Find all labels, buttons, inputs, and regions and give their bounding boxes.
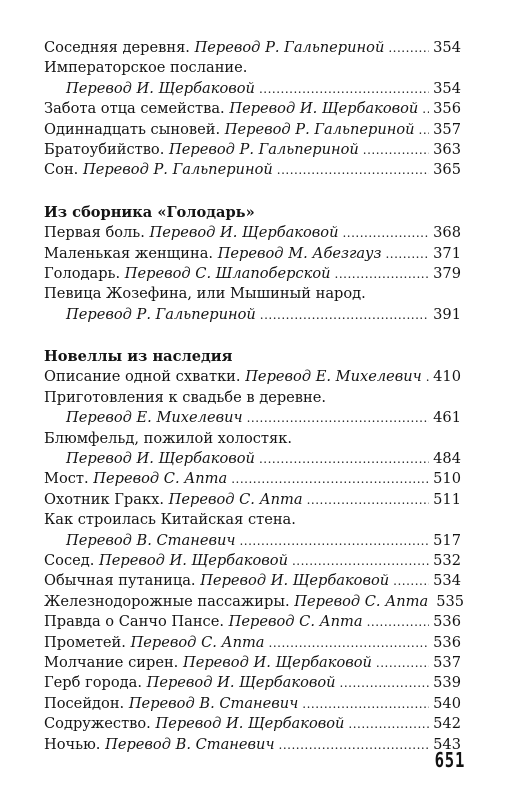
entry-translator: Перевод Р. Гальпериной [168, 140, 359, 158]
entry-line [44, 490, 461, 510]
dot-leader [385, 244, 429, 264]
page-number: 651 [434, 748, 465, 772]
entry-title: Приготовления к свадьбе в деревне. [44, 388, 327, 406]
entry-line [44, 244, 461, 264]
toc-entry[interactable] [44, 694, 461, 714]
entry-translator: Перевод С. Апта [228, 613, 363, 631]
toc-entry[interactable] [44, 367, 461, 387]
entry-second-line [44, 79, 461, 99]
entry-translator: Перевод Р. Гальпериной [194, 39, 385, 56]
entry-line [44, 551, 461, 571]
entry-title: Блюмфельд, пожилой холостяк. [44, 429, 292, 447]
entry-page-number: 537 [433, 653, 461, 671]
entry-second-line [44, 305, 461, 325]
dot-leader [363, 140, 429, 160]
dot-leader [393, 571, 429, 591]
entry-translator: Перевод С. Апта [130, 633, 265, 651]
section-heading: Из сборника «Голодарь» [44, 203, 255, 221]
entry-page-number: 535 [436, 592, 465, 610]
entry-title: Соседняя деревня. [44, 39, 190, 56]
dot-leader [259, 79, 429, 99]
entry-title: Сосед. [44, 551, 95, 569]
toc-entry[interactable] [44, 633, 461, 653]
dot-leader [279, 735, 430, 755]
entry-second-line [44, 449, 461, 469]
entry-title: Охотник Гракх. [44, 490, 164, 508]
entry-title: Мост. [44, 470, 89, 488]
dot-leader [342, 223, 429, 243]
entry-title: Братоубийство. [44, 140, 165, 158]
entry-line [44, 160, 461, 180]
entry-line [44, 140, 461, 160]
entry-translator: Перевод И. Щербаковой [99, 551, 288, 569]
entry-page-number: 461 [433, 409, 461, 427]
entry-translator: Перевод Е. Михелевич [245, 368, 422, 386]
toc-entry[interactable] [44, 673, 461, 693]
dot-leader [277, 160, 429, 180]
entry-title: Сон. [44, 161, 79, 179]
entry-title: Прометей. [44, 633, 126, 651]
entry-page-number: 542 [433, 715, 461, 733]
entry-translator: Перевод В. Станевич [66, 531, 236, 549]
toc-entry[interactable] [44, 490, 461, 510]
dot-leader [292, 551, 429, 571]
section-gap [44, 181, 461, 203]
toc-entry[interactable] [44, 653, 461, 673]
entry-translator: Перевод В. Станевич [105, 735, 275, 753]
toc-entry[interactable] [44, 284, 461, 325]
entry-translator: Перевод Р. Гальпериной [82, 161, 273, 179]
dot-leader [307, 490, 430, 510]
dot-leader [422, 99, 429, 119]
entry-title: Ночью. [44, 735, 101, 753]
entry-title: Обычная путаница. [44, 572, 196, 590]
toc-entry[interactable] [44, 388, 461, 429]
toc-entry[interactable] [44, 735, 461, 755]
entry-translator: Перевод И. Щербаковой [200, 572, 390, 590]
dot-leader [388, 38, 429, 58]
entry-line [44, 38, 461, 58]
toc-entry[interactable] [44, 244, 461, 264]
entry-title: Как строилась Китайская стена. [44, 511, 296, 529]
entry-page-number: 511 [433, 490, 461, 508]
entry-page-number: 371 [433, 244, 461, 262]
entry-translator: Перевод С. Апта [168, 490, 303, 508]
entry-translator: Перевод И. Щербаковой [182, 653, 372, 671]
toc-entry[interactable] [44, 714, 461, 734]
entry-page-number: 517 [433, 531, 461, 549]
entry-line [44, 571, 461, 591]
entry-page-number: 368 [433, 224, 461, 242]
entry-page-number: 539 [433, 674, 461, 692]
entry-translator: Перевод С. Апта [294, 592, 429, 610]
dot-leader [231, 469, 429, 489]
toc-entry[interactable] [44, 551, 461, 571]
entry-line [44, 223, 461, 243]
dot-leader [259, 449, 429, 469]
entry-line [44, 99, 461, 119]
entry-title: Одиннадцать сыновей. [44, 120, 221, 138]
entry-title: Описание одной схватки. [44, 368, 241, 386]
entry-line [44, 612, 461, 632]
entry-page-number: 534 [433, 572, 461, 590]
entry-first-line [44, 510, 461, 530]
entry-page-number: 540 [433, 694, 461, 712]
dot-leader [426, 367, 429, 387]
entry-page-number: 379 [433, 264, 461, 282]
entry-translator: Перевод С. Апта [93, 470, 228, 488]
toc-entry[interactable] [44, 612, 461, 632]
entry-first-line [44, 388, 461, 408]
entry-title: Забота отца семейства. [44, 100, 225, 118]
entry-line [44, 694, 461, 714]
entry-line [44, 653, 461, 673]
dot-leader [367, 612, 430, 632]
entry-page-number: 391 [433, 305, 461, 323]
toc-entry[interactable] [44, 120, 461, 140]
entry-translator: Перевод С. Шлапоберской [124, 264, 331, 282]
entry-page-number: 510 [433, 470, 461, 488]
entry-page-number: 410 [433, 368, 461, 386]
entry-line [44, 264, 461, 284]
entry-second-line [44, 531, 461, 551]
entry-translator: Перевод Е. Михелевич [66, 409, 243, 427]
entry-line [44, 367, 461, 387]
toc-entry[interactable] [44, 160, 461, 180]
entry-title: Содружество. [44, 715, 151, 733]
dot-leader [348, 714, 429, 734]
section-gap [44, 325, 461, 347]
toc-entry[interactable] [44, 223, 461, 243]
entry-line [44, 714, 461, 734]
dot-leader [335, 264, 430, 284]
dot-leader [376, 653, 429, 673]
entry-line [44, 120, 461, 140]
entry-translator: Перевод И. Щербаковой [229, 100, 419, 118]
section-heading: Новеллы из наследия [44, 348, 233, 366]
dot-leader [247, 408, 430, 428]
entry-page-number: 357 [433, 120, 461, 138]
toc-entry[interactable] [44, 140, 461, 160]
entry-translator: Перевод М. Абезгауз [217, 244, 382, 262]
entry-translator: Перевод Р. Гальпериной [66, 305, 256, 323]
dot-leader [260, 305, 429, 325]
entry-page-number: 536 [433, 613, 461, 631]
entry-title: Правда о Санчо Пансе. [44, 613, 225, 631]
entry-title: Молчание сирен. [44, 653, 179, 671]
entry-page-number: 484 [433, 450, 461, 468]
dot-leader [239, 531, 429, 551]
entry-title: Голодарь. [44, 264, 121, 282]
entry-second-line [44, 408, 461, 428]
entry-page-number: 536 [433, 633, 461, 651]
entry-title: Певица Жозефина, или Мышиный народ. [44, 285, 366, 303]
toc-entry[interactable] [44, 571, 461, 591]
entry-line [44, 469, 461, 489]
entry-page-number: 543 [433, 735, 461, 753]
entry-line [44, 673, 461, 693]
entry-title: Маленькая женщина. [44, 244, 214, 262]
entry-translator: Перевод И. Щербаковой [155, 715, 345, 733]
entry-page-number: 356 [433, 100, 461, 118]
entry-title: Императорское послание. [44, 59, 248, 77]
toc-entry[interactable] [44, 38, 461, 58]
table-of-contents [44, 38, 465, 755]
toc-entry[interactable] [44, 510, 461, 551]
entry-translator: Перевод И. Щербаковой [66, 79, 255, 97]
toc-entry[interactable] [44, 469, 461, 489]
entry-page-number: 365 [433, 161, 461, 179]
toc-entry[interactable] [44, 99, 461, 119]
entry-title: Посейдон. [44, 694, 125, 712]
entry-title: Железнодорожные пассажиры. [44, 592, 290, 610]
dot-leader [269, 633, 430, 653]
entry-page-number: 363 [433, 140, 461, 158]
entry-first-line [44, 58, 461, 78]
entry-line [44, 592, 465, 612]
dot-leader [302, 694, 429, 714]
entry-title: Герб города. [44, 674, 142, 692]
entry-translator: Перевод В. Станевич [128, 694, 299, 712]
dot-leader [340, 673, 430, 693]
entry-translator: Перевод И. Щербаковой [149, 224, 339, 242]
entry-translator: Перевод И. Щербаковой [146, 674, 336, 692]
toc-entry[interactable] [44, 592, 465, 612]
entry-first-line [44, 284, 461, 304]
entry-first-line [44, 429, 461, 449]
toc-entry[interactable] [44, 429, 461, 470]
entry-line [44, 735, 461, 755]
entry-translator: Перевод И. Щербаковой [66, 450, 255, 468]
entry-page-number: 354 [433, 39, 461, 56]
entry-page-number: 532 [433, 551, 461, 569]
toc-entry[interactable] [44, 264, 461, 284]
entry-translator: Перевод Р. Гальпериной [224, 120, 415, 138]
entry-line [44, 633, 461, 653]
entry-page-number: 354 [433, 79, 461, 97]
entry-title: Первая боль. [44, 224, 145, 242]
dot-leader [419, 120, 430, 140]
toc-entry[interactable] [44, 58, 461, 99]
